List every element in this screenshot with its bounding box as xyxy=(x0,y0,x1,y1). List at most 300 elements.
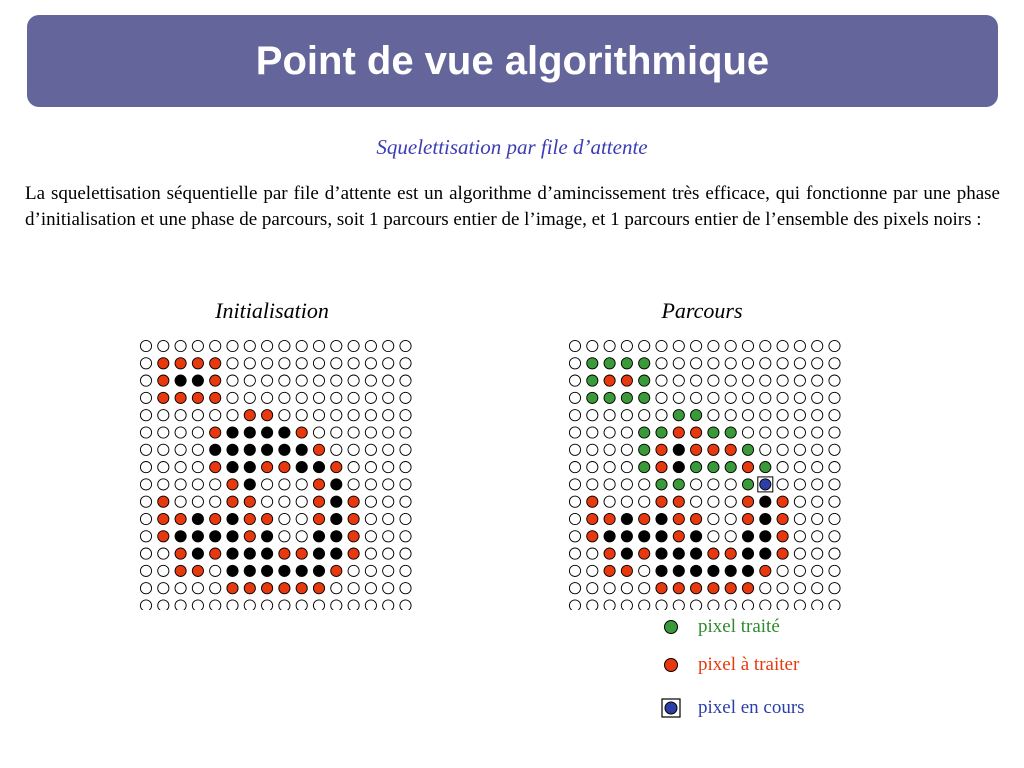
pixel-black xyxy=(192,513,203,524)
pixel-empty xyxy=(569,600,580,610)
pixel-empty xyxy=(400,479,411,490)
pixel-empty xyxy=(158,444,169,455)
pixel-empty xyxy=(313,358,324,369)
pixel-empty xyxy=(794,410,805,421)
pixel-red xyxy=(777,496,788,507)
pixel-black xyxy=(262,531,273,542)
pixel-empty xyxy=(794,392,805,403)
pixel-empty xyxy=(210,496,221,507)
pixel-empty xyxy=(725,600,736,610)
pixel-empty xyxy=(296,496,307,507)
pixel-empty xyxy=(192,427,203,438)
pixel-empty xyxy=(210,600,221,610)
pixel-red xyxy=(296,548,307,559)
pixel-empty xyxy=(244,600,255,610)
pixel-green xyxy=(708,427,719,438)
pixel-empty xyxy=(725,496,736,507)
pixel-empty xyxy=(383,513,394,524)
pixel-green xyxy=(725,462,736,473)
pixel-empty xyxy=(227,358,238,369)
pixel-empty xyxy=(400,600,411,610)
pixel-empty xyxy=(348,479,359,490)
pixel-empty xyxy=(691,358,702,369)
pixel-empty xyxy=(331,583,342,594)
pixel-empty xyxy=(639,583,650,594)
pixel-red xyxy=(708,583,719,594)
pixel-empty xyxy=(760,358,771,369)
pixel-red xyxy=(158,531,169,542)
green-dot-icon xyxy=(660,616,682,638)
pixel-black xyxy=(760,531,771,542)
pixel-red xyxy=(262,583,273,594)
pixel-red xyxy=(296,583,307,594)
title-bar xyxy=(27,15,998,107)
pixel-empty xyxy=(829,565,840,576)
pixel-empty xyxy=(210,479,221,490)
pixel-empty xyxy=(587,565,598,576)
pixel-empty xyxy=(365,513,376,524)
pixel-green xyxy=(587,375,598,386)
pixel-red xyxy=(244,410,255,421)
pixel-empty xyxy=(569,427,580,438)
pixel-empty xyxy=(812,392,823,403)
pixel-empty xyxy=(227,340,238,351)
pixel-empty xyxy=(400,513,411,524)
pixel-green xyxy=(604,358,615,369)
pixel-empty xyxy=(760,410,771,421)
pixel-empty xyxy=(569,513,580,524)
pixel-empty xyxy=(365,583,376,594)
pixel-empty xyxy=(725,479,736,490)
pixel-black xyxy=(691,565,702,576)
pixel-black xyxy=(708,565,719,576)
pixel-empty xyxy=(175,410,186,421)
pixel-empty xyxy=(296,479,307,490)
pixel-black xyxy=(296,462,307,473)
pixel-green xyxy=(708,462,719,473)
pixel-red xyxy=(210,427,221,438)
pixel-empty xyxy=(348,340,359,351)
pixel-empty xyxy=(829,392,840,403)
pixel-red xyxy=(621,565,632,576)
pixel-red xyxy=(348,496,359,507)
pixel-empty xyxy=(400,427,411,438)
pixel-red xyxy=(158,496,169,507)
pixel-red xyxy=(158,392,169,403)
pixel-empty xyxy=(708,340,719,351)
pixel-green xyxy=(725,427,736,438)
pixel-empty xyxy=(175,496,186,507)
pixel-empty xyxy=(760,600,771,610)
pixel-black xyxy=(262,565,273,576)
pixel-empty xyxy=(569,548,580,559)
pixel-red xyxy=(158,375,169,386)
pixel-empty xyxy=(279,340,290,351)
pixel-black xyxy=(656,531,667,542)
pixel-empty xyxy=(621,462,632,473)
pixel-black xyxy=(227,462,238,473)
pixel-empty xyxy=(210,583,221,594)
pixel-empty xyxy=(812,410,823,421)
pixel-empty xyxy=(210,565,221,576)
pixel-empty xyxy=(587,600,598,610)
pixel-empty xyxy=(829,600,840,610)
pixel-empty xyxy=(348,358,359,369)
pixel-empty xyxy=(777,375,788,386)
pixel-red xyxy=(587,531,598,542)
pixel-black xyxy=(192,375,203,386)
pixel-empty xyxy=(812,531,823,542)
pixel-black xyxy=(244,548,255,559)
pixel-empty xyxy=(794,340,805,351)
pixel-black xyxy=(760,496,771,507)
pixel-empty xyxy=(656,375,667,386)
pixel-empty xyxy=(262,479,273,490)
pixel-empty xyxy=(262,600,273,610)
pixel-empty xyxy=(708,531,719,542)
pixel-black xyxy=(210,531,221,542)
pixel-empty xyxy=(812,340,823,351)
pixel-empty xyxy=(760,375,771,386)
pixel-empty xyxy=(777,340,788,351)
pixel-empty xyxy=(691,479,702,490)
pixel-black xyxy=(279,444,290,455)
pixel-black xyxy=(673,444,684,455)
pixel-green xyxy=(639,375,650,386)
pixel-empty xyxy=(296,513,307,524)
pixel-empty xyxy=(794,548,805,559)
pixel-empty xyxy=(812,548,823,559)
pixel-red xyxy=(760,565,771,576)
pixel-red xyxy=(313,513,324,524)
pixel-empty xyxy=(192,444,203,455)
pixel-black xyxy=(742,548,753,559)
pixel-empty xyxy=(829,427,840,438)
pixel-green xyxy=(639,392,650,403)
pixel-empty xyxy=(158,565,169,576)
pixel-empty xyxy=(569,340,580,351)
pixel-black xyxy=(313,531,324,542)
pixel-empty xyxy=(708,479,719,490)
pixel-green xyxy=(742,479,753,490)
pixel-empty xyxy=(140,565,151,576)
pixel-black xyxy=(742,565,753,576)
pixel-red xyxy=(210,548,221,559)
pixel-empty xyxy=(656,340,667,351)
pixel-empty xyxy=(331,600,342,610)
pixel-empty xyxy=(262,392,273,403)
pixel-black xyxy=(691,531,702,542)
pixel-red xyxy=(673,531,684,542)
pixel-red xyxy=(175,392,186,403)
pixel-empty xyxy=(365,565,376,576)
pixel-empty xyxy=(604,462,615,473)
pixel-empty xyxy=(812,565,823,576)
pixel-empty xyxy=(140,462,151,473)
pixel-red xyxy=(313,496,324,507)
pixel-empty xyxy=(569,583,580,594)
pixel-empty xyxy=(777,565,788,576)
pixel-red xyxy=(313,583,324,594)
pixel-empty xyxy=(262,375,273,386)
pixel-empty xyxy=(777,444,788,455)
initialisation-pixel-grid xyxy=(138,338,418,610)
pixel-red xyxy=(192,565,203,576)
pixel-empty xyxy=(400,358,411,369)
pixel-red xyxy=(742,513,753,524)
pixel-blue xyxy=(760,479,771,490)
pixel-black xyxy=(656,513,667,524)
blue-boxed-dot-icon xyxy=(660,697,682,719)
pixel-empty xyxy=(365,548,376,559)
pixel-empty xyxy=(383,427,394,438)
pixel-empty xyxy=(313,375,324,386)
pixel-black xyxy=(313,565,324,576)
pixel-black xyxy=(621,548,632,559)
pixel-empty xyxy=(313,410,324,421)
pixel-empty xyxy=(760,583,771,594)
pixel-red xyxy=(262,462,273,473)
pixel-red xyxy=(708,548,719,559)
pixel-empty xyxy=(296,340,307,351)
pixel-black xyxy=(313,462,324,473)
pixel-empty xyxy=(777,392,788,403)
pixel-black xyxy=(192,531,203,542)
pixel-empty xyxy=(587,548,598,559)
pixel-empty xyxy=(140,548,151,559)
pixel-empty xyxy=(621,600,632,610)
pixel-empty xyxy=(279,513,290,524)
pixel-empty xyxy=(383,462,394,473)
pixel-empty xyxy=(569,479,580,490)
pixel-empty xyxy=(296,392,307,403)
pixel-black xyxy=(656,565,667,576)
pixel-red xyxy=(313,444,324,455)
pixel-red xyxy=(604,548,615,559)
pixel-empty xyxy=(175,583,186,594)
pixel-empty xyxy=(383,479,394,490)
pixel-empty xyxy=(383,600,394,610)
pixel-empty xyxy=(400,462,411,473)
pixel-empty xyxy=(604,340,615,351)
pixel-red xyxy=(725,583,736,594)
legend-label-current: pixel en cours xyxy=(698,697,805,718)
pixel-empty xyxy=(794,565,805,576)
pixel-empty xyxy=(296,600,307,610)
pixel-empty xyxy=(673,600,684,610)
pixel-empty xyxy=(175,600,186,610)
pixel-empty xyxy=(829,375,840,386)
pixel-empty xyxy=(569,531,580,542)
pixel-empty xyxy=(673,392,684,403)
pixel-black xyxy=(227,565,238,576)
pixel-empty xyxy=(262,496,273,507)
description-paragraph: La squelettisation séquentielle par file d’attente est un algorithme d’amincissement très efficace, qui fonctionne par une phase d’initialisation et une phase de parcours, soit 1 parcours entier de l’image, et 1 parcours entier de l’ensemble des pixels noirs : xyxy=(25,183,1000,230)
pixel-empty xyxy=(140,410,151,421)
pixel-empty xyxy=(742,358,753,369)
pixel-black xyxy=(227,513,238,524)
pixel-empty xyxy=(673,375,684,386)
pixel-black xyxy=(691,548,702,559)
pixel-empty xyxy=(604,479,615,490)
pixel-black xyxy=(227,548,238,559)
pixel-red xyxy=(656,444,667,455)
pixel-red xyxy=(210,513,221,524)
pixel-empty xyxy=(400,340,411,351)
pixel-red xyxy=(777,513,788,524)
pixel-red xyxy=(673,583,684,594)
pixel-black xyxy=(244,444,255,455)
pixel-empty xyxy=(691,375,702,386)
pixel-empty xyxy=(725,375,736,386)
pixel-empty xyxy=(829,531,840,542)
pixel-empty xyxy=(279,358,290,369)
pixel-red xyxy=(262,410,273,421)
pixel-empty xyxy=(383,548,394,559)
pixel-red xyxy=(691,583,702,594)
pixel-empty xyxy=(794,513,805,524)
pixel-black xyxy=(742,531,753,542)
pixel-empty xyxy=(639,410,650,421)
pixel-empty xyxy=(742,392,753,403)
pixel-empty xyxy=(691,600,702,610)
pixel-empty xyxy=(279,600,290,610)
pixel-red xyxy=(742,462,753,473)
pixel-empty xyxy=(158,340,169,351)
pixel-empty xyxy=(569,410,580,421)
pixel-empty xyxy=(691,340,702,351)
pixel-empty xyxy=(604,600,615,610)
pixel-empty xyxy=(348,427,359,438)
pixel-empty xyxy=(760,427,771,438)
pixel-empty xyxy=(812,583,823,594)
pixel-red xyxy=(244,496,255,507)
pixel-empty xyxy=(569,496,580,507)
pixel-empty xyxy=(140,583,151,594)
pixel-empty xyxy=(812,358,823,369)
pixel-red xyxy=(639,513,650,524)
pixel-empty xyxy=(569,444,580,455)
pixel-empty xyxy=(760,340,771,351)
pixel-empty xyxy=(604,444,615,455)
pixel-red xyxy=(673,513,684,524)
pixel-black xyxy=(313,548,324,559)
pixel-empty xyxy=(691,496,702,507)
pixel-empty xyxy=(569,375,580,386)
pixel-black xyxy=(296,565,307,576)
pixel-empty xyxy=(331,444,342,455)
pixel-empty xyxy=(569,392,580,403)
pixel-black xyxy=(331,479,342,490)
pixel-empty xyxy=(227,410,238,421)
pixel-empty xyxy=(313,392,324,403)
legend-label-processed: pixel traité xyxy=(698,616,780,637)
pixel-empty xyxy=(639,600,650,610)
pixel-empty xyxy=(829,513,840,524)
pixel-black xyxy=(244,427,255,438)
pixel-green xyxy=(691,462,702,473)
pixel-red xyxy=(708,444,719,455)
pixel-red xyxy=(244,531,255,542)
pixel-black xyxy=(604,531,615,542)
pixel-empty xyxy=(621,427,632,438)
pixel-empty xyxy=(621,444,632,455)
pixel-empty xyxy=(569,462,580,473)
pixel-green xyxy=(621,392,632,403)
pixel-black xyxy=(673,548,684,559)
pixel-red xyxy=(175,513,186,524)
pixel-black xyxy=(331,513,342,524)
pixel-black xyxy=(296,444,307,455)
legend-item-to-process xyxy=(660,653,799,677)
pixel-green xyxy=(639,462,650,473)
pixel-red xyxy=(175,565,186,576)
pixel-empty xyxy=(210,410,221,421)
pixel-empty xyxy=(708,375,719,386)
pixel-empty xyxy=(725,531,736,542)
pixel-empty xyxy=(175,462,186,473)
pixel-empty xyxy=(777,427,788,438)
pixel-empty xyxy=(383,375,394,386)
pixel-empty xyxy=(587,427,598,438)
pixel-green xyxy=(621,358,632,369)
pixel-empty xyxy=(812,479,823,490)
pixel-empty xyxy=(348,444,359,455)
pixel-empty xyxy=(708,496,719,507)
pixel-black xyxy=(227,427,238,438)
pixel-green xyxy=(742,444,753,455)
pixel-empty xyxy=(331,375,342,386)
pixel-green xyxy=(656,479,667,490)
pixel-empty xyxy=(383,531,394,542)
pixel-empty xyxy=(829,548,840,559)
pixel-empty xyxy=(365,410,376,421)
pixel-red xyxy=(158,358,169,369)
pixel-empty xyxy=(192,479,203,490)
pixel-empty xyxy=(383,496,394,507)
pixel-empty xyxy=(794,479,805,490)
pixel-black xyxy=(262,427,273,438)
pixel-green xyxy=(587,358,598,369)
pixel-empty xyxy=(175,444,186,455)
pixel-empty xyxy=(812,462,823,473)
pixel-empty xyxy=(383,565,394,576)
pixel-empty xyxy=(158,583,169,594)
pixel-red xyxy=(175,358,186,369)
pixel-empty xyxy=(639,479,650,490)
pixel-empty xyxy=(621,340,632,351)
pixel-empty xyxy=(175,479,186,490)
pixel-empty xyxy=(708,600,719,610)
pixel-empty xyxy=(365,531,376,542)
pixel-empty xyxy=(365,392,376,403)
pixel-green xyxy=(639,444,650,455)
pixel-green xyxy=(639,427,650,438)
pixel-empty xyxy=(587,479,598,490)
pixel-black xyxy=(262,444,273,455)
pixel-red xyxy=(742,583,753,594)
pixel-empty xyxy=(604,427,615,438)
pixel-empty xyxy=(656,410,667,421)
pixel-empty xyxy=(587,340,598,351)
pixel-black xyxy=(331,496,342,507)
pixel-empty xyxy=(400,496,411,507)
pixel-empty xyxy=(331,358,342,369)
pixel-empty xyxy=(621,496,632,507)
pixel-empty xyxy=(812,427,823,438)
pixel-empty xyxy=(742,600,753,610)
pixel-red xyxy=(331,565,342,576)
